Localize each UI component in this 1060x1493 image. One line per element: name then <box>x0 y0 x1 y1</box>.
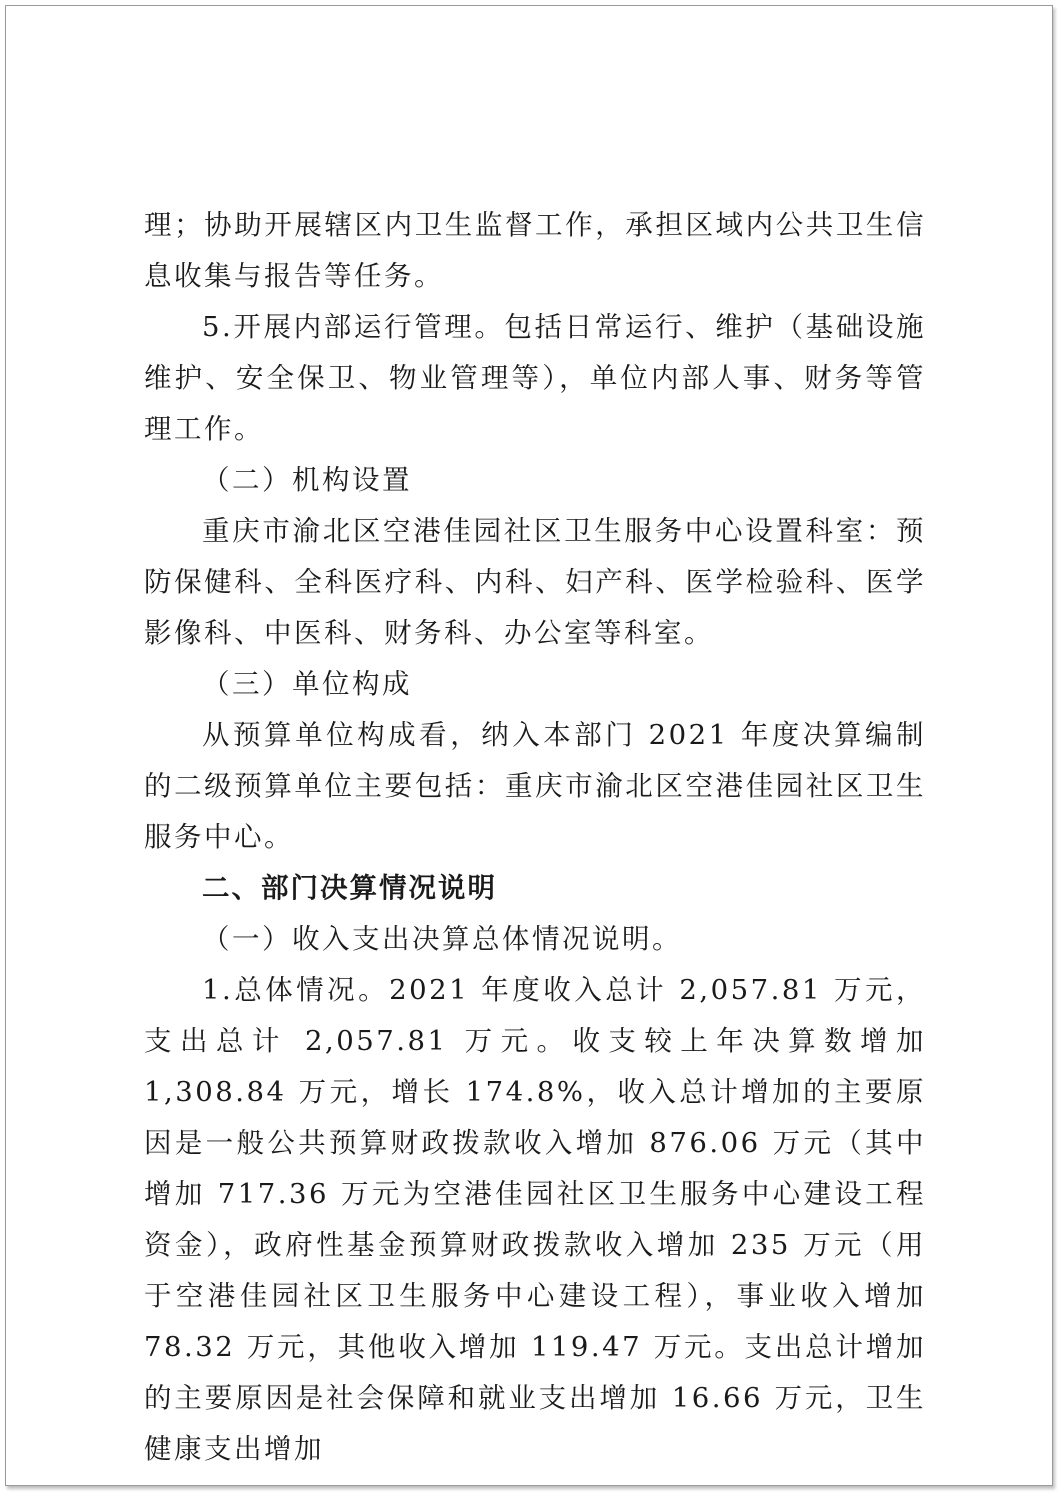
paragraph-budget-units: 从预算单位构成看，纳入本部门 2021 年度决算编制的二级预算单位主要包括：重庆市渝北区空港佳园社区卫生服务中心。 <box>144 719 926 853</box>
document-page <box>5 5 1053 1486</box>
heading-unit-composition: （三）单位构成 <box>202 668 412 700</box>
document-body <box>144 200 926 1475</box>
paragraph-departments: 重庆市渝北区空港佳园社区卫生服务中心设置科室：预防保健科、全科医疗科、内科、妇产科、医学检验科、医学影像科、中医科、财务科、办公室等科室。 <box>144 515 926 649</box>
paragraph-overall-situation: 1.总体情况。2021 年度收入总计 2,057.81 万元，支出总计 2,057.81 万元。收支较上年决算数增加 1,308.84 万元，增长 174.8%，收入总计增加的主要原因是一般公共预算财政拨款收入增加 876.06 万元（其中增加 717.36 万元为空港佳园社区卫生服务中心建设工程资金），政府性基金预算财政拨款收入增加 235 万元（用于空港佳园社区卫生服务中心建设工程），事业收入增加 78.32 万元，其他收入增加 119.47 万元。支出总计增加的主要原因是社会保障和就业支出增加 16.66 万元，卫生健康支出增加 <box>144 974 926 1465</box>
heading-final-accounts: 二、部门决算情况说明 <box>202 872 497 904</box>
heading-organization-setup: （二）机构设置 <box>202 464 412 496</box>
paragraph-duties-continued: 理；协助开展辖区内卫生监督工作，承担区域内公共卫生信息收集与报告等任务。 <box>144 209 926 292</box>
heading-income-expenditure-overview: （一）收入支出决算总体情况说明。 <box>202 923 682 955</box>
paragraph-internal-management: 5.开展内部运行管理。包括日常运行、维护（基础设施维护、安全保卫、物业管理等），单位内部人事、财务等管理工作。 <box>144 311 926 445</box>
